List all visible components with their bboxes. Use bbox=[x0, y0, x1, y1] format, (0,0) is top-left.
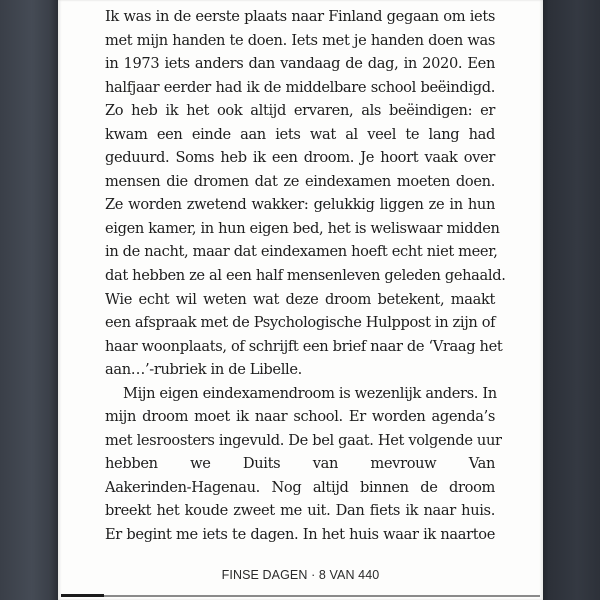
text-line: dat hebben ze al een half mensenleven geleden gehaald. bbox=[105, 267, 506, 285]
device-bezel-right bbox=[543, 0, 600, 600]
text-line: een afspraak met de Psychologische Hulppost in zijn of bbox=[105, 314, 496, 332]
text-line: Er begint me iets te dagen. In het huis waar ik naartoe bbox=[105, 526, 495, 544]
text-line: hebben we Duits van mevrouw Van bbox=[105, 455, 495, 473]
text-line: met lesroosters ingevuld. De bel gaat. Het volgende uur bbox=[105, 431, 502, 449]
text-line: Aakerinden-Hagenau. Nog altijd binnen de droom bbox=[105, 478, 495, 496]
text-line: Mijn eigen eindexamendroom is wezenlijk anders. In bbox=[123, 384, 497, 402]
text-line: mijn droom moet ik naar school. Er worden agenda’s bbox=[105, 408, 495, 426]
book-page-text bbox=[105, 5, 506, 547]
text-line: eigen kamer, in hun eigen bed, het is weliswaar midden bbox=[105, 219, 500, 237]
text-line: in de nacht, maar dat eindexamen hoeft echt niet meer, bbox=[105, 243, 498, 261]
text-line: Ik was in de eerste plaats naar Finland gegaan om iets bbox=[105, 8, 495, 25]
page-footer: FINSE DAGEN · 8 VAN 440 bbox=[221, 568, 380, 582]
ereader-screen[interactable] bbox=[58, 0, 543, 600]
text-line: Zo heb ik het ook altijd ervaren, als beëindigen: er bbox=[105, 102, 495, 120]
text-line: kwam een einde aan iets wat al veel te lang had bbox=[105, 125, 495, 143]
text-line: breekt het koude zweet me uit. Dan fiets ik naar huis. bbox=[105, 502, 495, 520]
text-line: aan…’-rubriek in de Libelle. bbox=[105, 361, 302, 379]
text-line: geduurd. Soms heb ik een droom. Je hoort vaak over bbox=[105, 149, 495, 167]
text-line: mensen die dromen dat ze eindexamen moeten doen. bbox=[105, 172, 495, 190]
text-line: met mijn handen te doen. Iets met je handen doen was bbox=[105, 31, 495, 49]
reading-progress-bar[interactable] bbox=[61, 595, 540, 597]
text-line: Ze worden zwetend wakker: gelukkig liggen ze in hun bbox=[105, 196, 495, 214]
text-line: in 1973 iets anders dan vandaag de dag, in 2020. Een bbox=[105, 55, 495, 73]
text-line: haar woonplaats, of schrijft een brief naar de ‘Vraag het bbox=[105, 337, 503, 355]
text-line: halfjaar eerder had ik de middelbare school beëindigd. bbox=[105, 78, 495, 96]
device-bezel-left bbox=[0, 0, 58, 600]
text-line: Wie echt wil weten wat deze droom betekent, maakt bbox=[105, 290, 495, 308]
reading-progress-fill bbox=[61, 594, 104, 597]
